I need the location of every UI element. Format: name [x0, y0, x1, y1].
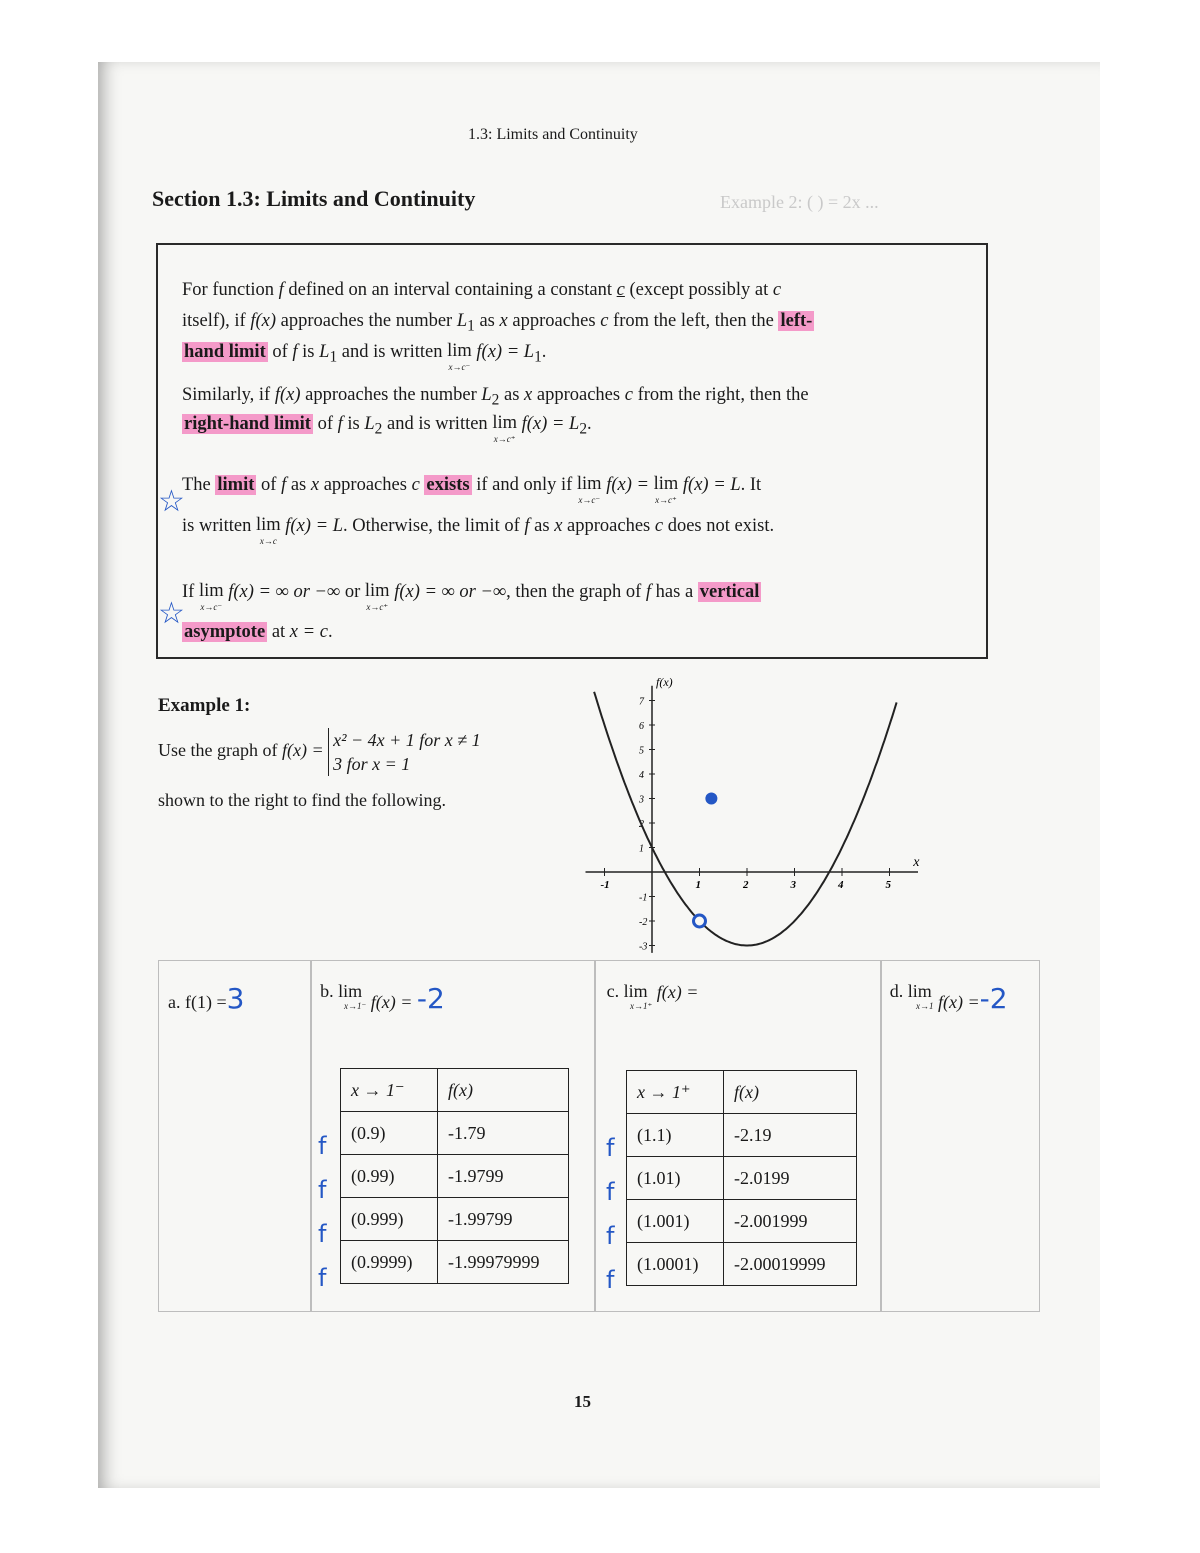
handwritten-f: f	[606, 1178, 615, 1206]
answer-b: -2	[416, 982, 445, 1015]
def-line-8: If lim x→c⁻ f(x) = ∞ or −∞ or lim x→c⁺ f(x) = ∞ or −∞, then the graph of f has a vertical	[182, 581, 760, 612]
table-cell: (1.001)	[627, 1200, 724, 1243]
handwritten-f: f	[318, 1220, 327, 1248]
def-line-1: For function f defined on an interval containing a constant c (except possibly at c	[182, 280, 782, 300]
x-tick-label: 2	[743, 879, 749, 891]
table-row	[341, 1155, 569, 1198]
table-cell: (1.0001)	[627, 1243, 724, 1286]
table-cell: -2.0199	[724, 1157, 857, 1200]
table-cell: -1.99799	[438, 1198, 569, 1241]
y-tick-label: 7	[639, 696, 644, 708]
graph-axes	[586, 686, 919, 953]
table-cell: (1.1)	[627, 1114, 724, 1157]
y-tick-label: 2	[639, 819, 644, 830]
table-header: x → 1⁻	[341, 1069, 438, 1112]
y-tick-label: 4	[639, 770, 644, 781]
closed-point	[705, 793, 717, 805]
table-row	[341, 1198, 569, 1241]
right-limit-table	[626, 1070, 857, 1286]
table-cell: -2.00019999	[724, 1243, 857, 1286]
x-axis-label: x	[913, 855, 920, 870]
section-title: Section 1.3: Limits and Continuity	[152, 186, 476, 211]
left-limit-table	[340, 1068, 569, 1284]
highlight-left: left-	[780, 311, 813, 331]
table-header-row	[627, 1071, 857, 1114]
table-cell: (0.9999)	[341, 1241, 438, 1284]
table-row	[627, 1243, 857, 1286]
def-line-2: itself), if f(x) approaches the number $L_1$ as x approaches c from the left, then the left-	[182, 311, 813, 335]
table-header: f(x)	[724, 1071, 857, 1114]
handwritten-f: f	[318, 1132, 327, 1160]
page-number: 15	[574, 1392, 591, 1411]
x-tick-label: 5	[885, 879, 891, 891]
def-line-5: right-hand limit of f is $L_2$ and is written lim x→c⁺ $f(x) = L_2$.	[184, 413, 592, 444]
handwritten-f: f	[606, 1222, 615, 1250]
page-header: 1.3: Limits and Continuity	[468, 126, 638, 143]
handwritten-f: f	[606, 1266, 615, 1294]
column-divider	[310, 960, 312, 1312]
table-header: f(x)	[438, 1069, 569, 1112]
y-axis-label: f(x)	[656, 674, 673, 689]
piecewise-definition: x² − 4x + 1 for x ≠ 1 3 for x = 1	[328, 728, 481, 776]
table-cell: (0.99)	[341, 1155, 438, 1198]
table-row	[341, 1112, 569, 1155]
answer-d: -2	[979, 982, 1008, 1015]
x-tick-label: 1	[695, 879, 701, 891]
answer-a: 3	[226, 982, 245, 1015]
table-row	[627, 1114, 857, 1157]
ghost-text: Example 2: ( ) = 2x ...	[720, 192, 879, 212]
star-icon: ☆	[158, 484, 185, 519]
def-line-9: asymptote at x = c.	[184, 622, 333, 642]
def-line-7: is written lim x→c f(x) = L. Otherwise, the limit of f as x approaches c does not exist.	[182, 515, 775, 546]
table-header: x → 1⁺	[627, 1071, 724, 1114]
highlight-left-hand-limit: hand limit	[184, 342, 266, 362]
y-tick-label: 1	[639, 843, 644, 855]
table-cell: (0.999)	[341, 1198, 438, 1241]
table-cell: -2.001999	[724, 1200, 857, 1243]
graph-ticks	[601, 697, 892, 953]
column-divider	[880, 960, 882, 1312]
y-tick-label: 5	[639, 745, 644, 757]
example-title: Example 1:	[158, 695, 251, 716]
y-tick-label: 3	[639, 794, 644, 806]
handwritten-f: f	[606, 1134, 615, 1162]
table-cell: (1.01)	[627, 1157, 724, 1200]
table-row	[627, 1157, 857, 1200]
x-tick-label: 3	[790, 879, 796, 891]
y-tick-label: -3	[639, 941, 648, 953]
table-cell: -1.79	[438, 1112, 569, 1155]
open-circle-point	[694, 915, 706, 927]
star-icon: ☆	[158, 596, 185, 631]
question-b: b. lim x→1⁻ f(x) = -2	[320, 981, 445, 1015]
question-a: a. f(1) =3	[168, 982, 245, 1015]
y-tick-label: -2	[639, 917, 648, 928]
def-line-4: Similarly, if f(x) approaches the number $L_2$ as x approaches c from the right, then the	[182, 385, 809, 409]
table-cell: (0.9)	[341, 1112, 438, 1155]
example-instruction: shown to the right to find the following.	[158, 790, 446, 810]
y-tick-label: 6	[639, 721, 644, 732]
table-row	[341, 1241, 569, 1284]
highlight-vertical: vertical	[699, 582, 760, 602]
example-function-line: Use the graph of f(x) = x² − 4x + 1 for x ≠ 1 3 for x = 1	[158, 730, 481, 774]
table-cell: -1.9799	[438, 1155, 569, 1198]
function-graph	[560, 674, 1000, 960]
y-tick-label: -1	[639, 892, 648, 904]
def-line-6: The limit of f as x approaches c exists if and only if lim x→c⁻ f(x) = lim x→c⁺ f(x) = L. It	[182, 474, 762, 505]
x-tick-label: 4	[838, 879, 844, 891]
def-line-3: hand limit of f is $L_1$ and is written lim x→c⁻ $f(x) = L_1$.	[184, 341, 547, 372]
handwritten-f: f	[318, 1264, 327, 1292]
highlight-right-hand-limit: right-hand limit	[184, 414, 311, 434]
highlight-exists: exists	[426, 475, 470, 495]
highlight-asymptote: asymptote	[184, 622, 266, 642]
highlight-limit: limit	[217, 475, 255, 495]
table-cell: -1.99979999	[438, 1241, 569, 1284]
x-tick-label: -1	[600, 879, 610, 891]
column-divider	[594, 960, 596, 1312]
handwritten-f: f	[318, 1176, 327, 1204]
table-cell: -2.19	[724, 1114, 857, 1157]
question-d: d. lim x→1 f(x) =-2	[889, 981, 1008, 1015]
table-header-row	[341, 1069, 569, 1112]
question-c: c. lim x→1⁺ f(x) =	[606, 981, 699, 1011]
table-row	[627, 1200, 857, 1243]
